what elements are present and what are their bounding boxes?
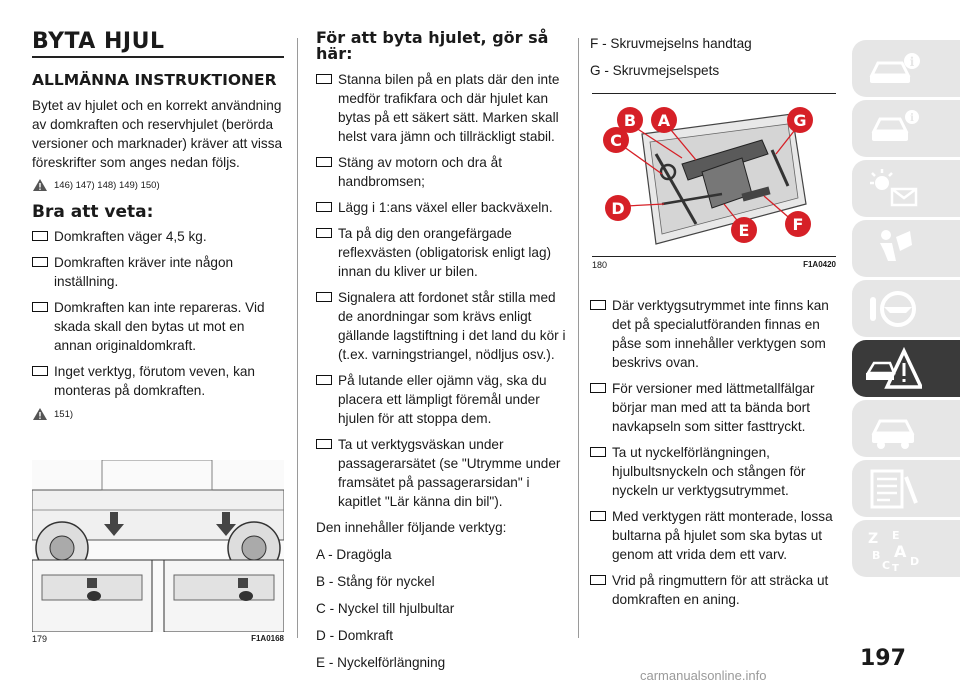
figure-code: F1A0420	[803, 260, 836, 269]
list-item: På lutande eller ojämn väg, ska du placera ett lämpligt föremål under hjulen för att stoppa dem.	[316, 371, 568, 428]
checkbox-bullet-icon	[316, 439, 332, 449]
tool-item: A - Dragögla	[316, 547, 392, 562]
list-item: För versioner med lättmetallfälgar börjar man med att ta bända bort navkapseln som sitter fasttryckt.	[590, 379, 840, 436]
tool-item: C - Nyckel till hjulbultar	[316, 601, 455, 616]
list-item: Ta ut nyckelförlängningen, hjulbultsnyckeln och stången för nyckeln ur verktygsutrymmet.	[590, 443, 840, 500]
checkbox-bullet-icon	[590, 511, 606, 521]
tab-driving[interactable]	[852, 280, 960, 337]
svg-text:E: E	[892, 528, 900, 542]
procedure-list	[316, 70, 568, 511]
svg-text:B: B	[872, 548, 881, 562]
list-item: Där verktygsutrymmet inte finns kan det på specialutföranden finnas en påse som innehåller verktygen som beskrivs ovan.	[590, 296, 840, 372]
list-item: Stäng av motorn och dra åt handbromsen;	[316, 153, 568, 191]
car-info-icon	[866, 47, 922, 91]
chapter-sidebar	[852, 40, 960, 580]
checkbox-bullet-icon	[32, 302, 48, 312]
emergency-triangle-icon	[866, 347, 922, 391]
svg-text:i: i	[909, 54, 915, 69]
callout-label: F	[792, 215, 804, 234]
page-title: BYTA HJUL	[32, 29, 165, 54]
callout-label: B	[623, 111, 637, 130]
checkbox-bullet-icon	[590, 575, 606, 585]
column-1	[32, 30, 284, 431]
list-item: Domkraften kan inte repareras. Vid skada skall den bytas ut mot en annan originaldomkraft.	[32, 298, 284, 355]
maintenance-icon	[866, 407, 922, 451]
list-item: Lägg i 1:ans växel eller backväxeln.	[316, 198, 568, 217]
figure-number: 179	[32, 634, 48, 644]
watermark: carmanualsonline.info	[640, 668, 767, 683]
page-number: 197	[860, 646, 906, 671]
svg-text:A: A	[894, 541, 907, 561]
tab-dashboard[interactable]	[852, 100, 960, 157]
checkbox-bullet-icon	[590, 447, 606, 457]
list-item: Inget verktyg, förutom veven, kan monteras på domkraften.	[32, 362, 284, 400]
list-item: Ta ut verktygsväskan under passagerarsätet (se "Utrymme under framsätet på passagerarsidan" i kapitlet "Lär känna din bil").	[316, 435, 568, 511]
list-item: Stanna bilen på en plats där den inte medför trafikfara och där hjulet kan bytas på ett säkert sätt. Marken skall helst vara jämn och tillräckligt stabil.	[316, 70, 568, 146]
tab-lights-warnings[interactable]	[852, 160, 960, 217]
callout-label: D	[611, 199, 625, 218]
svg-text:i: i	[910, 112, 914, 124]
index-icon	[866, 527, 922, 571]
column-3	[590, 34, 840, 88]
checkbox-bullet-icon	[32, 231, 48, 241]
svg-text:D: D	[910, 554, 920, 568]
list-item: Domkraften väger 4,5 kg.	[32, 227, 284, 246]
checkbox-bullet-icon	[316, 157, 332, 167]
van-jack-points-illustration	[32, 460, 284, 632]
tab-car-info[interactable]	[852, 40, 960, 97]
list-item: Vrid på ringmuttern för att sträcka ut domkraften en aning.	[590, 571, 840, 609]
car-front-info-icon	[866, 107, 922, 151]
good-to-know-list	[32, 227, 284, 400]
callout-label: A	[657, 111, 671, 130]
list-item: Ta på dig den orangefärgade reflexvästen (obligatorisk enligt lag) innan du kliver ur bilen.	[316, 224, 568, 281]
lights-warning-icon	[866, 167, 922, 211]
tab-index[interactable]	[852, 520, 960, 577]
callout-label: G	[793, 111, 807, 130]
column-3-list	[590, 296, 840, 616]
tool-item: B - Stång för nyckel	[316, 574, 435, 589]
column-divider	[297, 38, 298, 638]
warning-icon	[32, 407, 48, 421]
checkbox-bullet-icon	[590, 383, 606, 393]
warning-refs-text: 146) 147) 148) 149) 150)	[54, 179, 160, 191]
checkbox-bullet-icon	[316, 202, 332, 212]
section-heading-general: ALLMÄNNA INSTRUKTIONER	[32, 71, 277, 89]
tab-emergency[interactable]	[852, 340, 960, 397]
checkbox-bullet-icon	[316, 375, 332, 385]
figure-179-caption	[32, 634, 284, 644]
figure-number: 180	[592, 260, 608, 270]
list-item: Domkraften kräver inte någon inställning.	[32, 253, 284, 291]
column-divider	[578, 38, 579, 638]
title-rule	[32, 56, 284, 58]
tab-safety[interactable]	[852, 220, 960, 277]
tool-item: D - Domkraft	[316, 628, 394, 643]
callout-label: C	[610, 131, 622, 150]
checkbox-bullet-icon	[590, 300, 606, 310]
tab-maintenance[interactable]	[852, 400, 960, 457]
checkbox-bullet-icon	[316, 228, 332, 238]
figure-code: F1A0168	[251, 634, 284, 643]
warning-refs-text: 151)	[54, 408, 74, 420]
toolkit-illustration	[592, 94, 836, 258]
specifications-icon	[866, 467, 922, 511]
list-item: Med verktygen rätt monterade, lossa bultarna på hjulet som ska bytas ut genom att vrida dem ett varv.	[590, 507, 840, 564]
airbag-safety-icon	[866, 227, 922, 271]
checkbox-bullet-icon	[316, 74, 332, 84]
tab-specifications[interactable]	[852, 460, 960, 517]
warning-icon	[32, 178, 48, 192]
checkbox-bullet-icon	[32, 257, 48, 267]
figure-180-caption	[592, 260, 836, 270]
svg-text:Z: Z	[868, 530, 879, 547]
figure-179-van-jack-points	[32, 460, 284, 632]
tools-intro: Den innehåller följande verktyg:	[316, 520, 507, 535]
tool-item: E - Nyckelförlängning	[316, 655, 446, 670]
figure-180-toolkit	[592, 93, 836, 257]
warning-refs-1	[32, 178, 284, 192]
tool-item: F - Skruvmejselns handtag	[590, 36, 752, 51]
good-to-know-heading: Bra att veta:	[32, 202, 154, 222]
checkbox-bullet-icon	[32, 366, 48, 376]
callout-label: E	[738, 221, 750, 240]
list-item: Signalera att fordonet står stilla med de anordningar som krävs enligt gällande lagstiftning i det land du kör i (t.ex. varningstriangel, nödljus osv.).	[316, 288, 568, 364]
warning-refs-2	[32, 407, 284, 421]
column-2	[316, 30, 568, 680]
svg-text:T: T	[892, 562, 899, 571]
checkbox-bullet-icon	[316, 292, 332, 302]
intro-paragraph: Bytet av hjulet och en korrekt användning av domkraften och reservhjulet (berörda versioner och marknader) kräver att vissa föreskrifter som anges nedan följs.	[32, 98, 283, 170]
steering-wheel-icon	[866, 287, 922, 331]
tool-item: G - Skruvmejselspets	[590, 63, 720, 78]
svg-text:C: C	[882, 558, 891, 571]
procedure-heading: För att byta hjulet, gör så här:	[316, 28, 549, 63]
